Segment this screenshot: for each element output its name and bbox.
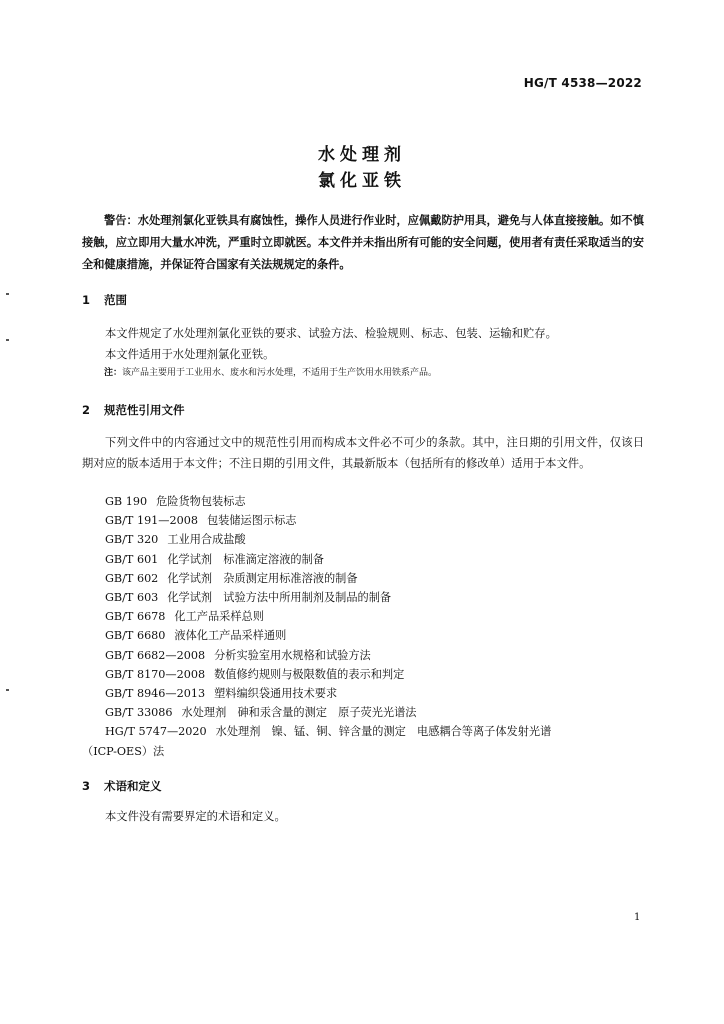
reference-item — [82, 646, 644, 665]
reference-code: HG/T 5747—2020 — [105, 725, 207, 739]
reference-title: 危险货物包装标志 — [156, 495, 246, 508]
section-2-heading — [82, 402, 185, 418]
section-1-para-1: 本文件规定了水处理剂氯化亚铁的要求、试验方法、检验规则、标志、包装、运输和贮存。 — [105, 327, 557, 340]
reference-title: 数值修约规则与极限数值的表示和判定 — [214, 667, 405, 681]
reference-item — [82, 626, 644, 645]
reference-item — [82, 550, 644, 569]
safety-warning: 警告：水处理剂氯化亚铁具有腐蚀性，操作人员进行作业时，应佩戴防护用具，避免与人体直接接触。如不慎接触，应立即用大量水冲洗，严重时立即就医。本文件并未指出所有可能的安全问题，使用者有责任采取适当的安全和健康措施，并保证符合国家有关法规规定的条件。 — [82, 214, 644, 271]
section-2-intro: 下列文件中的内容通过文中的规范性引用而构成本文件必不可少的条款。其中，注日期的引用文件，仅该日期对应的版本适用于本文件；不注日期的引用文件，其最新版本（包括所有的修改单）适用于本文件。 — [82, 436, 644, 470]
reference-code: GB/T 6678 — [105, 610, 166, 624]
reference-item — [82, 588, 644, 607]
reference-title: 液体化工产品采样通则 — [174, 629, 287, 643]
section-3-number: 3 — [82, 779, 91, 793]
reference-code: GB/T 8170—2008 — [105, 667, 206, 681]
reference-item — [82, 530, 644, 549]
reference-code: GB/T 33086 — [105, 706, 173, 720]
reference-title: 水处理剂 镍、锰、铜、锌含量的测定 电感耦合等离子体发射光谱 — [215, 725, 552, 739]
reference-code: GB/T 6680 — [105, 629, 166, 643]
reference-title: 化学试剂 试验方法中所用制剂及制品的制备 — [167, 591, 392, 605]
reference-item — [82, 492, 644, 511]
title-line-2: 氯化亚铁 — [318, 171, 406, 191]
section-1-para-2: 本文件适用于水处理剂氯化亚铁。 — [105, 348, 275, 361]
section-2-number: 2 — [82, 403, 91, 417]
reference-code: GB/T 8946—2013 — [105, 687, 206, 701]
reference-title: 化学试剂 标准滴定溶液的制备 — [167, 552, 324, 566]
reference-title: 分析实验室用水规格和试验方法 — [214, 648, 371, 662]
reference-title: 化工产品采样总则 — [174, 610, 264, 624]
section-1-number: 1 — [82, 293, 91, 307]
reference-title: 水处理剂 砷和汞含量的测定 原子荧光光谱法 — [181, 706, 417, 720]
reference-code: GB/T 6682—2008 — [105, 648, 206, 662]
scan-margin-mark — [6, 293, 9, 295]
section-3-heading — [82, 778, 162, 794]
reference-title: 化学试剂 杂质测定用标准溶液的制备 — [167, 571, 358, 585]
section-1-title: 范围 — [104, 293, 127, 307]
reference-item-continuation: （ICP-OES）法 — [82, 744, 165, 758]
note-text: 该产品主要用于工业用水、废水和污水处理，不适用于生产饮用水用铁系产品。 — [122, 368, 438, 378]
page-number: 1 — [634, 912, 641, 923]
section-1-heading — [82, 292, 127, 308]
reference-code: GB/T 320 — [105, 533, 159, 547]
reference-item — [82, 569, 644, 588]
reference-item-last — [82, 722, 644, 741]
section-3-title: 术语和定义 — [104, 779, 162, 793]
scan-margin-mark — [6, 339, 9, 341]
reference-code: GB 190 — [105, 495, 148, 508]
scan-margin-mark — [6, 689, 9, 691]
title-line-1: 水处理剂 — [318, 145, 406, 165]
reference-code: GB/T 603 — [105, 591, 159, 605]
reference-list — [82, 492, 644, 761]
note-label: 注： — [104, 368, 123, 378]
standard-number: HG/T 4538—2022 — [523, 76, 642, 90]
reference-title: 包装储运图示标志 — [206, 514, 297, 528]
reference-item — [82, 684, 644, 703]
document-title — [0, 142, 724, 194]
reference-code: GB/T 602 — [105, 571, 159, 585]
section-3-para: 本文件没有需要界定的术语和定义。 — [105, 810, 286, 823]
reference-code: GB/T 601 — [105, 552, 159, 566]
section-2-title: 规范性引用文件 — [104, 403, 185, 417]
reference-title: 工业用合成盐酸 — [167, 533, 246, 547]
section-1-note — [104, 366, 644, 380]
reference-item — [82, 511, 644, 530]
reference-item — [82, 665, 644, 684]
reference-item — [82, 703, 644, 722]
reference-item — [82, 607, 644, 626]
reference-title: 塑料编织袋通用技术要求 — [214, 687, 338, 701]
reference-code: GB/T 191—2008 — [105, 514, 198, 528]
